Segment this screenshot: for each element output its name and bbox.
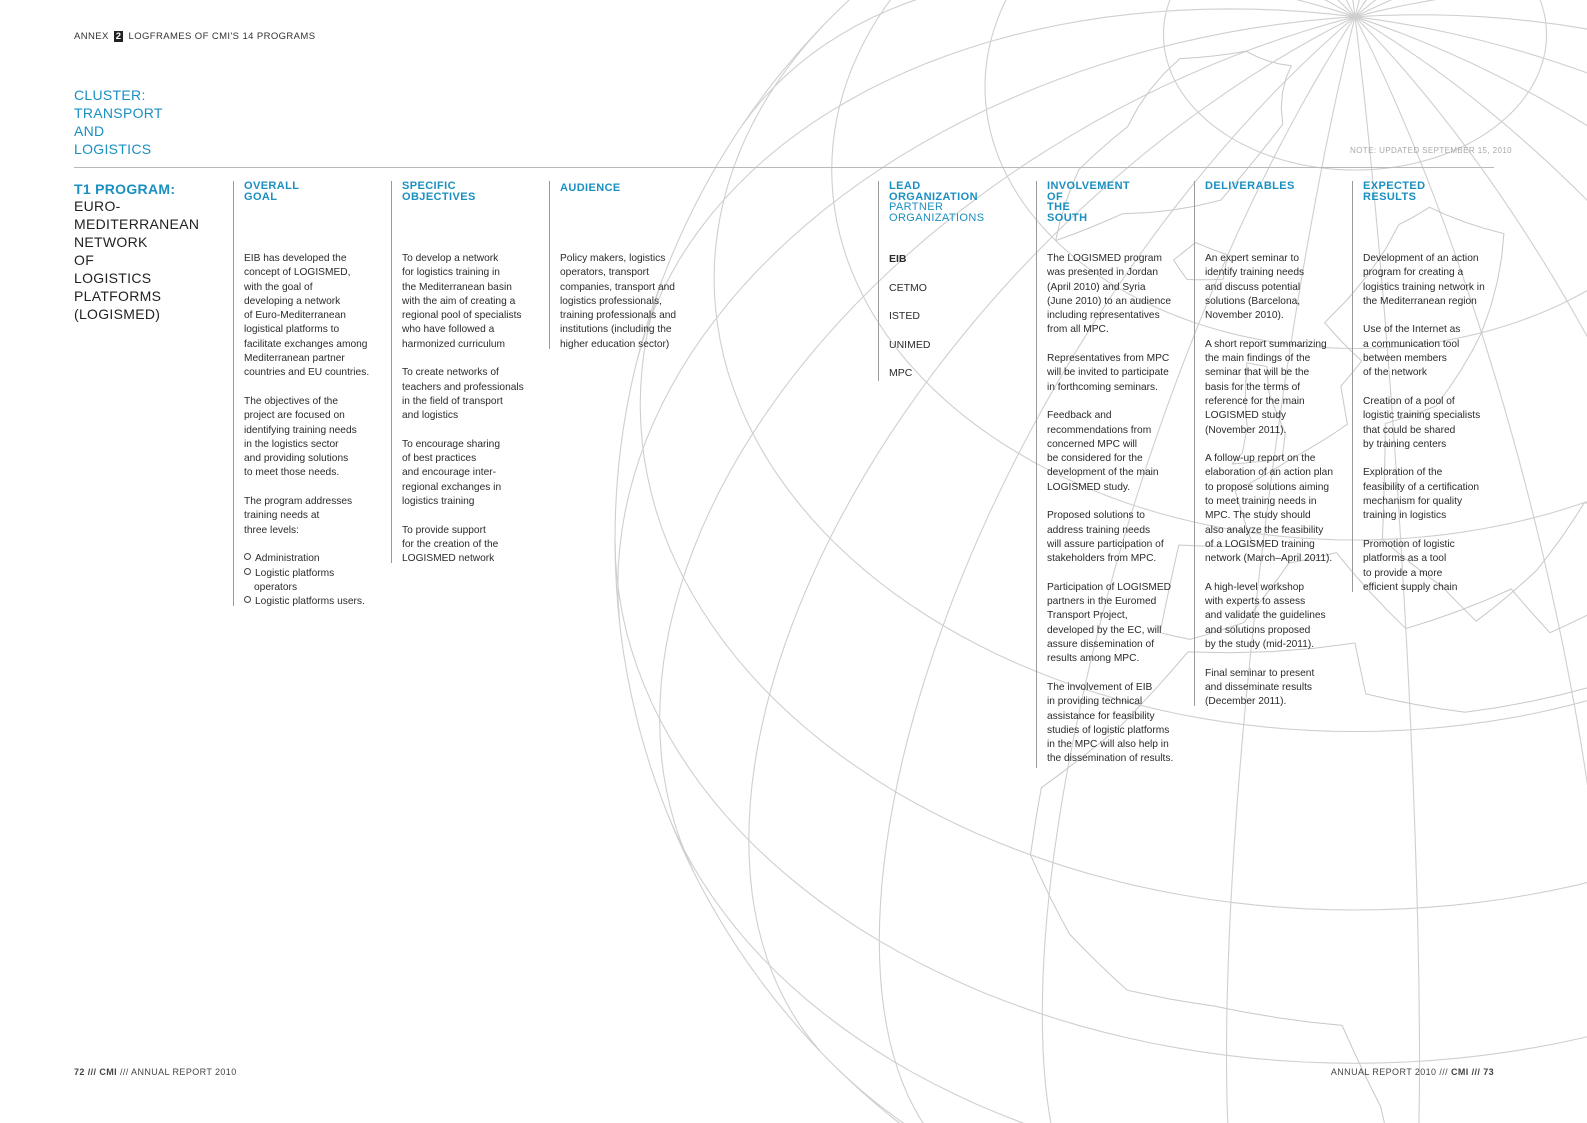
text-line: LOGISMED network (402, 553, 495, 565)
text-line: with the goal of (244, 281, 313, 293)
text-line: training professionals and (560, 310, 677, 322)
text-line: was presented in Jordan (1047, 267, 1158, 279)
text-line: a communication tool (1363, 338, 1460, 350)
paragraph (1047, 509, 1173, 566)
bullet-item-continuation (244, 581, 369, 595)
heading-line: GOAL (244, 190, 278, 203)
annex-title: LOGFRAMES OF CMI'S 14 PROGRAMS (128, 31, 316, 42)
text-line: studies of logistic platforms (1047, 724, 1170, 736)
bullet-text: Logistic platforms (255, 567, 335, 579)
text-line: by training centers (1363, 438, 1447, 450)
column-heading (1205, 181, 1295, 192)
page-number-right: 73 (1483, 1067, 1494, 1077)
program-name (74, 197, 199, 323)
footer-title: ANNUAL REPORT 2010 (1330, 1067, 1437, 1077)
column-audience (549, 181, 677, 350)
program-name-line: LOGISTICS (74, 270, 152, 286)
text-line: Representatives from MPC (1047, 353, 1170, 365)
text-line: A follow-up report on the (1205, 453, 1316, 465)
text-line: Transport Project, (1047, 610, 1128, 622)
text-line: platforms as a tool (1363, 553, 1447, 565)
text-line: logistics professionals, (560, 295, 662, 307)
text-line: Final seminar to present (1205, 667, 1315, 679)
text-line: in forthcoming seminars. (1047, 381, 1158, 393)
text-line: (November 2011). (1205, 424, 1287, 436)
text-line: LOGISMED study (1205, 410, 1286, 422)
column-body (402, 252, 524, 567)
heading-line: ORGANIZATIONS (889, 211, 985, 224)
column-heading (560, 183, 621, 194)
text-line: Use of the Internet as (1363, 324, 1461, 336)
bullet-item (244, 552, 369, 566)
text-line: results among MPC. (1047, 653, 1140, 665)
text-line: with experts to assess (1205, 596, 1306, 608)
paragraph (560, 252, 676, 352)
text-line: (June 2010) to an audience (1047, 295, 1172, 307)
text-line: Proposed solutions to (1047, 510, 1145, 522)
heading-line: SPECIFIC (402, 180, 456, 192)
globe-line (885, 0, 1355, 17)
text-line: training in logistics (1363, 510, 1447, 522)
text-line: for the creation of the (402, 538, 499, 550)
paragraph (1205, 581, 1333, 652)
text-line: (April 2010) and Syria (1047, 281, 1146, 293)
partner-organization: ISTED (889, 310, 920, 323)
text-line: countries and EU countries. (244, 367, 370, 379)
column-expected-results (1352, 180, 1485, 593)
footer-separator: /// (1471, 1067, 1481, 1077)
text-line: LOGISMED study. (1047, 481, 1131, 493)
paragraph (1047, 252, 1173, 338)
bullet-item (244, 567, 369, 581)
program-name-line: OF (74, 252, 95, 268)
paragraph (1205, 452, 1333, 566)
text-line: (December 2011). (1205, 696, 1287, 708)
text-line: project are focused on (244, 410, 345, 422)
paragraph (244, 395, 369, 481)
paragraph (244, 252, 369, 381)
text-line: concept of LOGISMED, (244, 267, 351, 279)
footer-separator: /// (87, 1067, 97, 1077)
cluster-line: AND (74, 123, 105, 139)
text-line: EIB has developed the (244, 253, 347, 264)
cluster-line: TRANSPORT (74, 105, 163, 121)
text-line: The objectives of the (244, 395, 339, 407)
program-name-line: (LOGISMED) (74, 306, 161, 322)
text-line: in providing technical (1047, 696, 1143, 708)
column-heading (244, 181, 299, 202)
text-line: elaboration of an action plan (1205, 467, 1334, 479)
partner-organization: MPC (889, 367, 913, 380)
text-line: seminar that will be the (1205, 367, 1310, 379)
text-line: feasibility of a certification (1363, 481, 1480, 493)
text-line: To encourage sharing (402, 438, 500, 450)
column-body (1363, 252, 1485, 595)
column-body (1047, 252, 1173, 767)
text-line: and disseminate results (1205, 681, 1313, 693)
text-line: the dissemination of results. (1047, 753, 1174, 765)
text-line: of the network (1363, 367, 1427, 379)
text-line: reference for the main (1205, 395, 1305, 407)
text-line: Promotion of logistic (1363, 538, 1455, 550)
text-line: from all MPC. (1047, 324, 1109, 336)
text-line: MPC. The study should (1205, 510, 1311, 522)
text-line: institutions (including the (560, 324, 672, 336)
paragraph (402, 366, 524, 423)
program-name-line: EURO- (74, 198, 121, 214)
bullet-text: Logistic platforms users. (255, 596, 365, 608)
column-body (244, 252, 369, 609)
text-line: partners in the Euromed (1047, 596, 1157, 608)
header-divider (74, 167, 1494, 168)
organization-list (889, 252, 930, 395)
footer-brand: CMI (1450, 1067, 1469, 1077)
text-line: for logistics training in (402, 267, 500, 279)
bullet-item (244, 595, 369, 609)
text-line: and encourage inter- (402, 467, 497, 479)
paragraph (402, 438, 524, 509)
circle-bullet-icon (244, 596, 251, 603)
program-name-line: PLATFORMS (74, 288, 162, 304)
column-involvement-south (1036, 180, 1174, 768)
footer-right (1331, 1067, 1494, 1077)
cluster-title (74, 86, 163, 158)
text-line: harmonized curriculum (402, 338, 506, 350)
heading-line: OBJECTIVES (402, 190, 476, 203)
globe-line (1355, 0, 1444, 17)
text-line: to propose solutions aiming (1205, 481, 1330, 493)
paragraph (1363, 323, 1485, 380)
paragraph (1363, 538, 1485, 595)
footer-separator: /// (119, 1067, 129, 1077)
text-line: Development of an action (1363, 253, 1479, 264)
text-line: To develop a network (402, 253, 499, 264)
text-line: logistics training (402, 496, 475, 508)
text-line: that could be shared (1363, 424, 1456, 436)
text-line: November 2010). (1205, 310, 1284, 322)
text-line: in the MPC will also help in (1047, 739, 1169, 751)
text-line: developed by the EC, will (1047, 624, 1162, 636)
text-line: logistics training network in (1363, 281, 1485, 293)
level-bullet-list (244, 552, 369, 609)
text-line: logistic training specialists (1363, 410, 1481, 422)
footer-title: ANNUAL REPORT 2010 (131, 1067, 237, 1077)
text-line: companies, transport and (560, 281, 675, 293)
text-line: basis for the terms of (1205, 381, 1301, 393)
paragraph (1047, 581, 1173, 667)
update-note: NOTE: UPDATED SEPTEMBER 15, 2010 (1350, 146, 1513, 155)
column-heading (1047, 181, 1130, 223)
partner-organization: CETMO (889, 281, 927, 294)
paragraph (1205, 338, 1333, 438)
paragraph (1363, 252, 1485, 309)
cluster-line: CLUSTER: (74, 87, 146, 103)
text-line: by the study (mid-2011). (1205, 639, 1315, 651)
text-line: including representatives (1047, 310, 1160, 322)
text-line: who have followed a (402, 324, 495, 336)
text-line: address training needs (1047, 524, 1151, 536)
text-line: will be invited to participate (1047, 367, 1169, 379)
text-line: Creation of a pool of (1363, 395, 1455, 407)
text-line: assure dissemination of (1047, 639, 1155, 651)
text-line: To create networks of (402, 367, 499, 379)
text-line: to provide a more (1363, 567, 1443, 579)
column-overall-goal (233, 180, 370, 608)
text-line: with the aim of creating a (402, 295, 516, 307)
text-line: also analyze the feasibility (1205, 524, 1324, 536)
text-line: Exploration of the (1363, 467, 1443, 479)
column-body (1205, 252, 1333, 710)
text-line: of a LOGISMED training (1205, 538, 1315, 550)
bullet-text: operators (254, 581, 298, 593)
bullet-text: Administration (255, 553, 320, 565)
heading-line: ORGANIZATION (889, 190, 978, 203)
text-line: in the logistics sector (244, 438, 339, 450)
heading-line: SOUTH (1047, 211, 1088, 224)
paragraph (402, 252, 524, 352)
text-line: three levels: (244, 524, 299, 536)
text-line: training needs at (244, 510, 320, 522)
text-line: The involvement of EIB (1047, 681, 1153, 693)
annex-prefix: ANNEX (74, 31, 109, 42)
column-heading (889, 181, 984, 223)
program-name-line: MEDITERRANEAN (74, 216, 200, 232)
text-line: and logistics (402, 410, 459, 422)
text-line: in the field of transport (402, 395, 503, 407)
heading-line: DELIVERABLES (1205, 180, 1295, 192)
text-line: To provide support (402, 524, 486, 536)
text-line: of best practices (402, 453, 477, 465)
text-line: logistical platforms to (244, 324, 340, 336)
text-line: program for creating a (1363, 267, 1464, 279)
text-line: mechanism for quality (1363, 496, 1463, 508)
text-line: regional pool of specialists (402, 310, 522, 322)
paragraph (244, 495, 369, 538)
heading-line: OF (1047, 190, 1064, 203)
globe-line (742, 0, 1355, 125)
heading-line: AUDIENCE (560, 182, 621, 194)
heading-line: OVERALL (244, 180, 300, 192)
text-line: Participation of LOGISMED (1047, 581, 1171, 593)
column-heading (402, 181, 476, 202)
page-number-left: 72 (74, 1067, 85, 1077)
column-body (560, 252, 676, 352)
lead-organization: EIB (889, 253, 907, 265)
text-line: the main findings of the (1205, 353, 1311, 365)
text-line: facilitate exchanges among (244, 338, 368, 350)
circle-bullet-icon (244, 553, 251, 560)
text-line: concerned MPC will (1047, 438, 1138, 450)
text-line: and validate the guidelines (1205, 610, 1326, 622)
text-line: efficient supply chain (1363, 581, 1458, 593)
paragraph (1363, 395, 1485, 452)
text-line: assistance for feasibility (1047, 710, 1155, 722)
text-line: recommendations from (1047, 424, 1152, 436)
text-line: of Euro-Mediterranean (244, 310, 346, 322)
circle-bullet-icon (244, 568, 251, 575)
column-specific-objectives (391, 180, 524, 565)
text-line: and discuss potential (1205, 281, 1301, 293)
text-line: the Mediterranean basin (402, 281, 512, 293)
text-line: solutions (Barcelona, (1205, 295, 1301, 307)
partner-organization: UNIMED (889, 338, 931, 351)
paragraph (1363, 466, 1485, 523)
text-line: the Mediterranean region (1363, 295, 1477, 307)
heading-line: PARTNER (889, 201, 944, 213)
program-heading: T1 PROGRAM: (74, 181, 176, 197)
text-line: A short report summarizing (1205, 338, 1327, 350)
text-line: developing a network (244, 295, 341, 307)
text-line: Mediterranean partner (244, 353, 345, 365)
text-line: to meet those needs. (244, 467, 340, 479)
text-line: An expert seminar to (1205, 253, 1299, 264)
text-line: and providing solutions (244, 453, 349, 465)
text-line: The LOGISMED program (1047, 253, 1162, 264)
paragraph (1047, 681, 1173, 767)
paragraph (402, 524, 524, 567)
text-line: between members (1363, 353, 1447, 365)
text-line: will assure participation of (1047, 538, 1164, 550)
text-line: The program addresses (244, 496, 353, 508)
footer-brand: CMI (99, 1067, 118, 1077)
paragraph (1047, 352, 1173, 395)
text-line: teachers and professionals (402, 381, 524, 393)
text-line: stakeholders from MPC. (1047, 553, 1157, 565)
heading-line: RESULTS (1363, 190, 1417, 203)
text-line: network (March–April 2011). (1205, 553, 1333, 565)
text-line: to meet training needs in (1205, 496, 1317, 508)
text-line: Feedback and (1047, 410, 1112, 422)
paragraph (1205, 667, 1333, 710)
annex-number-badge: 2 (115, 31, 122, 42)
text-line: identifying training needs (244, 424, 357, 436)
text-line: Policy makers, logistics (560, 253, 666, 264)
text-line: regional exchanges in (402, 481, 502, 493)
footer-left (74, 1067, 237, 1077)
heading-line: INVOLVEMENT (1047, 180, 1131, 192)
heading-line: LEAD (889, 180, 921, 192)
footer-separator: /// (1439, 1067, 1449, 1077)
text-line: A high-level workshop (1205, 581, 1305, 593)
text-line: higher education sector) (560, 338, 670, 350)
text-line: development of the main (1047, 467, 1159, 479)
text-line: identify training needs (1205, 267, 1305, 279)
annex-header (74, 31, 315, 42)
heading-line: THE (1047, 201, 1071, 213)
paragraph (1205, 252, 1333, 323)
program-name-line: NETWORK (74, 234, 148, 250)
column-heading (1363, 181, 1426, 202)
text-line: operators, transport (560, 267, 649, 279)
text-line: and solutions proposed (1205, 624, 1311, 636)
text-line: be considered for the (1047, 453, 1143, 465)
globe-line (1164, 0, 1547, 170)
cluster-line: LOGISTICS (74, 141, 152, 157)
paragraph (1047, 409, 1173, 495)
column-lead-organization (878, 180, 985, 381)
column-deliverables (1194, 180, 1334, 708)
heading-line: EXPECTED (1363, 180, 1426, 192)
